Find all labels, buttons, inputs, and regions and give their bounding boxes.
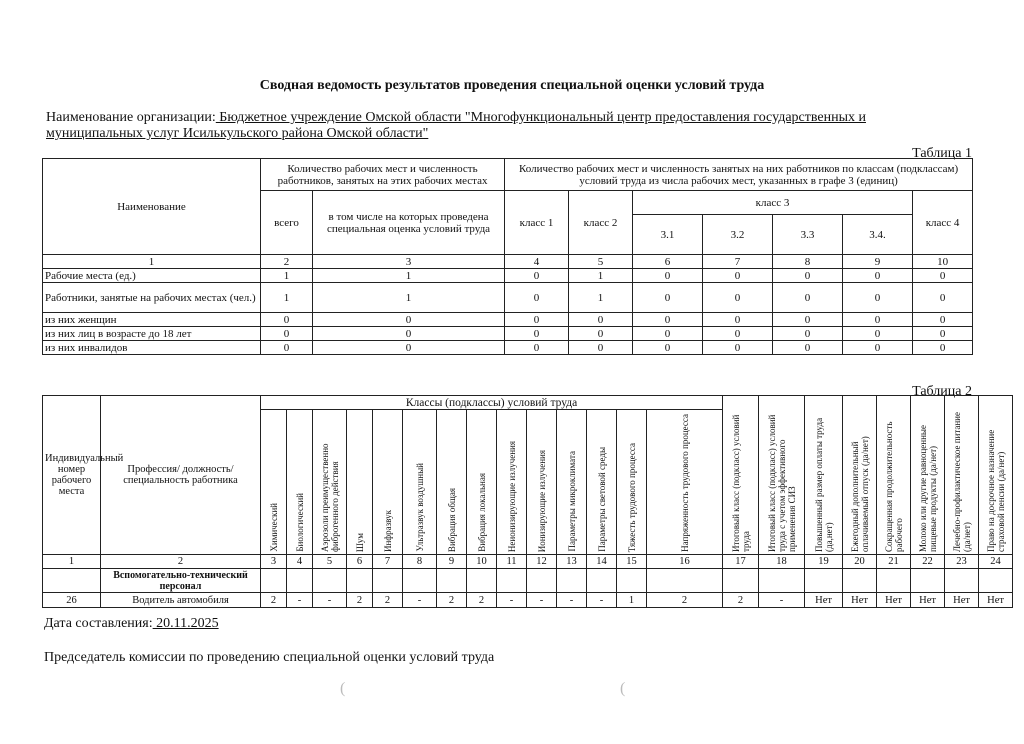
t2-num: 16 bbox=[647, 555, 723, 569]
t1-cell: 0 bbox=[569, 327, 633, 341]
t1-cell: 0 bbox=[703, 313, 773, 327]
t1-cell: 0 bbox=[913, 313, 973, 327]
t2-factor-header: Биологический bbox=[287, 410, 313, 555]
table-row bbox=[43, 327, 973, 341]
t1-cell: 0 bbox=[505, 283, 569, 313]
t1-cell: 0 bbox=[913, 269, 973, 283]
t1-num: 1 bbox=[43, 255, 261, 269]
empty-cell bbox=[527, 569, 557, 593]
t2-cell: Нет bbox=[945, 593, 979, 608]
t2-factor-header: Инфразвук bbox=[373, 410, 403, 555]
t2-num: 4 bbox=[287, 555, 313, 569]
t2-cell: - bbox=[403, 593, 437, 608]
empty-cell bbox=[617, 569, 647, 593]
empty-cell bbox=[313, 569, 347, 593]
t1-header-3-3: 3.3 bbox=[773, 215, 843, 255]
t1-cell: 0 bbox=[633, 327, 703, 341]
table2-caption: Таблица 2 bbox=[912, 384, 972, 399]
t1-header-class4: класс 4 bbox=[913, 191, 973, 255]
t2-factor-header: Вибрация общая bbox=[437, 410, 467, 555]
t1-cell: 0 bbox=[773, 283, 843, 313]
t1-row-name: из них лиц в возрасте до 18 лет bbox=[43, 327, 261, 341]
t2-num: 2 bbox=[101, 555, 261, 569]
t2-header-classes: Классы (подклассы) условий труда bbox=[261, 396, 723, 410]
t2-num: 12 bbox=[527, 555, 557, 569]
empty-cell bbox=[497, 569, 527, 593]
t1-cell: 0 bbox=[505, 269, 569, 283]
t2-factor-header: Вибрация локальная bbox=[467, 410, 497, 555]
t1-cell: 1 bbox=[313, 283, 505, 313]
t1-cell: 0 bbox=[313, 341, 505, 355]
empty-cell bbox=[587, 569, 617, 593]
scan-mark: ( bbox=[340, 680, 346, 697]
t2-num: 6 bbox=[347, 555, 373, 569]
t2-cell: - bbox=[497, 593, 527, 608]
t2-cell: Нет bbox=[843, 593, 877, 608]
commission-chair-line: Председатель комиссии по проведению специальной оценки условий труда bbox=[44, 650, 495, 665]
t1-row-name: из них женщин bbox=[43, 313, 261, 327]
t2-num: 1 bbox=[43, 555, 101, 569]
t2-factor-header: Шум bbox=[347, 410, 373, 555]
t2-factor-header: Повышенный размер оплаты труда (да,нет) bbox=[805, 396, 843, 555]
t2-num: 18 bbox=[759, 555, 805, 569]
empty-cell bbox=[979, 569, 1013, 593]
t2-cell: 2 bbox=[347, 593, 373, 608]
t1-cell: 0 bbox=[703, 327, 773, 341]
t2-factor-header: Тяжесть трудового процесса bbox=[617, 410, 647, 555]
t2-cell: 2 bbox=[373, 593, 403, 608]
t2-factor-header: Напряженность трудового процесса bbox=[647, 410, 723, 555]
table-row bbox=[43, 341, 973, 355]
t1-cell: 0 bbox=[313, 313, 505, 327]
t2-num: 8 bbox=[403, 555, 437, 569]
t2-row-id: 26 bbox=[43, 593, 101, 608]
empty-cell bbox=[877, 569, 911, 593]
t2-cell: 2 bbox=[467, 593, 497, 608]
t2-row-profession: Водитель автомобиля bbox=[101, 593, 261, 608]
t1-header-group2: Количество рабочих мест и численность занятых на них работников по классам (подклассам) условий труда из числа рабочих мест, указанных в графе 3 (единиц) bbox=[505, 159, 973, 191]
empty-cell bbox=[723, 569, 759, 593]
t2-factor-header: Сокращенная продолжительность рабочего bbox=[877, 396, 911, 555]
t1-header-assessed: в том числе на которых проведена специальная оценка условий труда bbox=[313, 191, 505, 255]
t1-cell: 0 bbox=[633, 313, 703, 327]
t1-header-group1: Количество рабочих мест и численность работников, занятых на этих рабочих местах bbox=[261, 159, 505, 191]
t1-num: 9 bbox=[843, 255, 913, 269]
t1-cell: 0 bbox=[843, 327, 913, 341]
date-value: 20.11.2025 bbox=[152, 616, 219, 631]
t2-cell: Нет bbox=[805, 593, 843, 608]
t2-number-row bbox=[43, 555, 1013, 569]
t1-cell: 1 bbox=[261, 283, 313, 313]
t1-cell: 1 bbox=[569, 269, 633, 283]
t2-num: 19 bbox=[805, 555, 843, 569]
t1-cell: 0 bbox=[843, 341, 913, 355]
t1-row-name: Работники, занятые на рабочих местах (чел.) bbox=[43, 283, 261, 313]
t2-cell: 2 bbox=[261, 593, 287, 608]
t1-cell: 1 bbox=[313, 269, 505, 283]
date-line bbox=[44, 616, 219, 632]
empty-cell bbox=[647, 569, 723, 593]
t2-num: 3 bbox=[261, 555, 287, 569]
t2-cell: - bbox=[759, 593, 805, 608]
t2-factor-header: Ультразвук воздушный bbox=[403, 410, 437, 555]
t1-num: 2 bbox=[261, 255, 313, 269]
t1-cell: 0 bbox=[703, 341, 773, 355]
t1-cell: 0 bbox=[913, 341, 973, 355]
t1-cell: 0 bbox=[773, 269, 843, 283]
t2-factor-header: Ионизирующие излучения bbox=[527, 410, 557, 555]
organization-line bbox=[46, 110, 976, 142]
t2-cell: 2 bbox=[647, 593, 723, 608]
t2-cell: - bbox=[587, 593, 617, 608]
t2-factor-header: Право на досрочное назначение страховой пенсии (да/нет) bbox=[979, 396, 1013, 555]
t1-header-class1: класс 1 bbox=[505, 191, 569, 255]
t2-factor-header: Молоко или другие равноценные пищевые продукты (да/нет) bbox=[911, 396, 945, 555]
t2-num: 15 bbox=[617, 555, 647, 569]
t2-num: 9 bbox=[437, 555, 467, 569]
t2-num: 5 bbox=[313, 555, 347, 569]
t1-cell: 0 bbox=[569, 313, 633, 327]
t2-num: 17 bbox=[723, 555, 759, 569]
t2-cell: - bbox=[557, 593, 587, 608]
t1-cell: 0 bbox=[703, 283, 773, 313]
organization-label: Наименование организации: bbox=[46, 110, 216, 125]
t1-cell: 0 bbox=[261, 341, 313, 355]
t2-cell: - bbox=[287, 593, 313, 608]
t1-cell: 0 bbox=[773, 327, 843, 341]
t1-header-total: всего bbox=[261, 191, 313, 255]
t1-cell: 0 bbox=[505, 327, 569, 341]
t1-cell: 0 bbox=[843, 313, 913, 327]
t2-factor-header: Химический bbox=[261, 410, 287, 555]
empty-cell bbox=[843, 569, 877, 593]
t1-cell: 0 bbox=[843, 269, 913, 283]
t1-header-3-2: 3.2 bbox=[703, 215, 773, 255]
t2-cell: 1 bbox=[617, 593, 647, 608]
empty-cell bbox=[373, 569, 403, 593]
t2-header-profession: Профессия/ должность/ специальность работника bbox=[101, 396, 261, 555]
empty-cell bbox=[287, 569, 313, 593]
t1-row-name: Рабочие места (ед.) bbox=[43, 269, 261, 283]
t1-cell: 0 bbox=[261, 327, 313, 341]
t2-factor-header: Лечебно-профилактическое питание (да/нет) bbox=[945, 396, 979, 555]
t1-cell: 0 bbox=[633, 269, 703, 283]
t1-cell: 0 bbox=[633, 341, 703, 355]
t2-num: 24 bbox=[979, 555, 1013, 569]
t1-number-row bbox=[43, 255, 973, 269]
empty-cell bbox=[805, 569, 843, 593]
t1-header-3-4: 3.4. bbox=[843, 215, 913, 255]
t2-cell: 2 bbox=[437, 593, 467, 608]
t1-num: 10 bbox=[913, 255, 973, 269]
table-row bbox=[43, 283, 973, 313]
t2-cell: Нет bbox=[877, 593, 911, 608]
summary-table-2 bbox=[42, 395, 1013, 608]
t2-factor-header: Итоговый класс (подкласс) условий труда bbox=[723, 396, 759, 555]
empty-cell bbox=[759, 569, 805, 593]
t1-cell: 0 bbox=[633, 283, 703, 313]
t1-header-name: Наименование bbox=[43, 159, 261, 255]
empty-cell bbox=[43, 569, 101, 593]
t1-cell: 0 bbox=[773, 341, 843, 355]
t2-num: 7 bbox=[373, 555, 403, 569]
t1-cell: 0 bbox=[913, 327, 973, 341]
t1-cell: 0 bbox=[505, 341, 569, 355]
t2-cell: Нет bbox=[911, 593, 945, 608]
empty-cell bbox=[403, 569, 437, 593]
empty-cell bbox=[437, 569, 467, 593]
t1-cell: 0 bbox=[773, 313, 843, 327]
t1-num: 6 bbox=[633, 255, 703, 269]
t2-cell: - bbox=[313, 593, 347, 608]
t2-num: 13 bbox=[557, 555, 587, 569]
t1-num: 8 bbox=[773, 255, 843, 269]
t1-cell: 0 bbox=[505, 313, 569, 327]
t2-num: 14 bbox=[587, 555, 617, 569]
t1-cell: 0 bbox=[313, 327, 505, 341]
t1-row-name: из них инвалидов bbox=[43, 341, 261, 355]
scan-mark: ( bbox=[620, 680, 626, 697]
t1-cell: 1 bbox=[569, 283, 633, 313]
t1-num: 7 bbox=[703, 255, 773, 269]
t2-cell: 2 bbox=[723, 593, 759, 608]
table1-caption: Таблица 1 bbox=[912, 146, 972, 161]
organization-name-2: муниципальных услуг Исилькульского района Омской области" bbox=[46, 126, 429, 141]
t2-group-row bbox=[43, 569, 1013, 593]
empty-cell bbox=[911, 569, 945, 593]
empty-cell bbox=[261, 569, 287, 593]
t2-header-id: Индивидуальный номер рабочего места bbox=[43, 396, 101, 555]
t1-cell: 0 bbox=[913, 283, 973, 313]
t2-cell: - bbox=[527, 593, 557, 608]
empty-cell bbox=[557, 569, 587, 593]
t1-num: 5 bbox=[569, 255, 633, 269]
t2-cell: Нет bbox=[979, 593, 1013, 608]
t1-num: 4 bbox=[505, 255, 569, 269]
t1-cell: 1 bbox=[261, 269, 313, 283]
t2-factor-header: Параметры микроклимата bbox=[557, 410, 587, 555]
empty-cell bbox=[347, 569, 373, 593]
empty-cell bbox=[467, 569, 497, 593]
table-row bbox=[43, 313, 973, 327]
t2-factor-header: Неионизирующие излучения bbox=[497, 410, 527, 555]
t1-cell: 0 bbox=[261, 313, 313, 327]
t2-num: 23 bbox=[945, 555, 979, 569]
t2-num: 21 bbox=[877, 555, 911, 569]
t1-cell: 0 bbox=[703, 269, 773, 283]
t2-group-label: Вспомогательно-технический персонал bbox=[101, 569, 261, 593]
t2-num: 11 bbox=[497, 555, 527, 569]
organization-name-1: Бюджетное учреждение Омской области "Многофункциональный центр предоставления государственных и bbox=[215, 110, 866, 125]
t2-num: 22 bbox=[911, 555, 945, 569]
t2-num: 20 bbox=[843, 555, 877, 569]
t2-factor-header: Итоговый класс (подкласс) условий труда с учетом эффективного применения СИЗ bbox=[759, 396, 805, 555]
table-row bbox=[43, 269, 973, 283]
table-row bbox=[43, 593, 1013, 608]
t1-num: 3 bbox=[313, 255, 505, 269]
t1-header-class3: класс 3 bbox=[633, 191, 913, 215]
t1-cell: 0 bbox=[843, 283, 913, 313]
t1-header-3-1: 3.1 bbox=[633, 215, 703, 255]
document-title: Сводная ведомость результатов проведения специальной оценки условий труда bbox=[259, 78, 765, 93]
date-label: Дата составления: bbox=[44, 616, 153, 631]
summary-table-1 bbox=[42, 158, 973, 355]
t2-factor-header: Ежегодный дополнительный оплачиваемый отпуск (да/нет) bbox=[843, 396, 877, 555]
empty-cell bbox=[945, 569, 979, 593]
t2-factor-header: Аэрозоли преимущественно фиброгенного действия bbox=[313, 410, 347, 555]
t2-factor-header: Параметры световой среды bbox=[587, 410, 617, 555]
t2-num: 10 bbox=[467, 555, 497, 569]
t1-cell: 0 bbox=[569, 341, 633, 355]
t1-header-class2: класс 2 bbox=[569, 191, 633, 255]
